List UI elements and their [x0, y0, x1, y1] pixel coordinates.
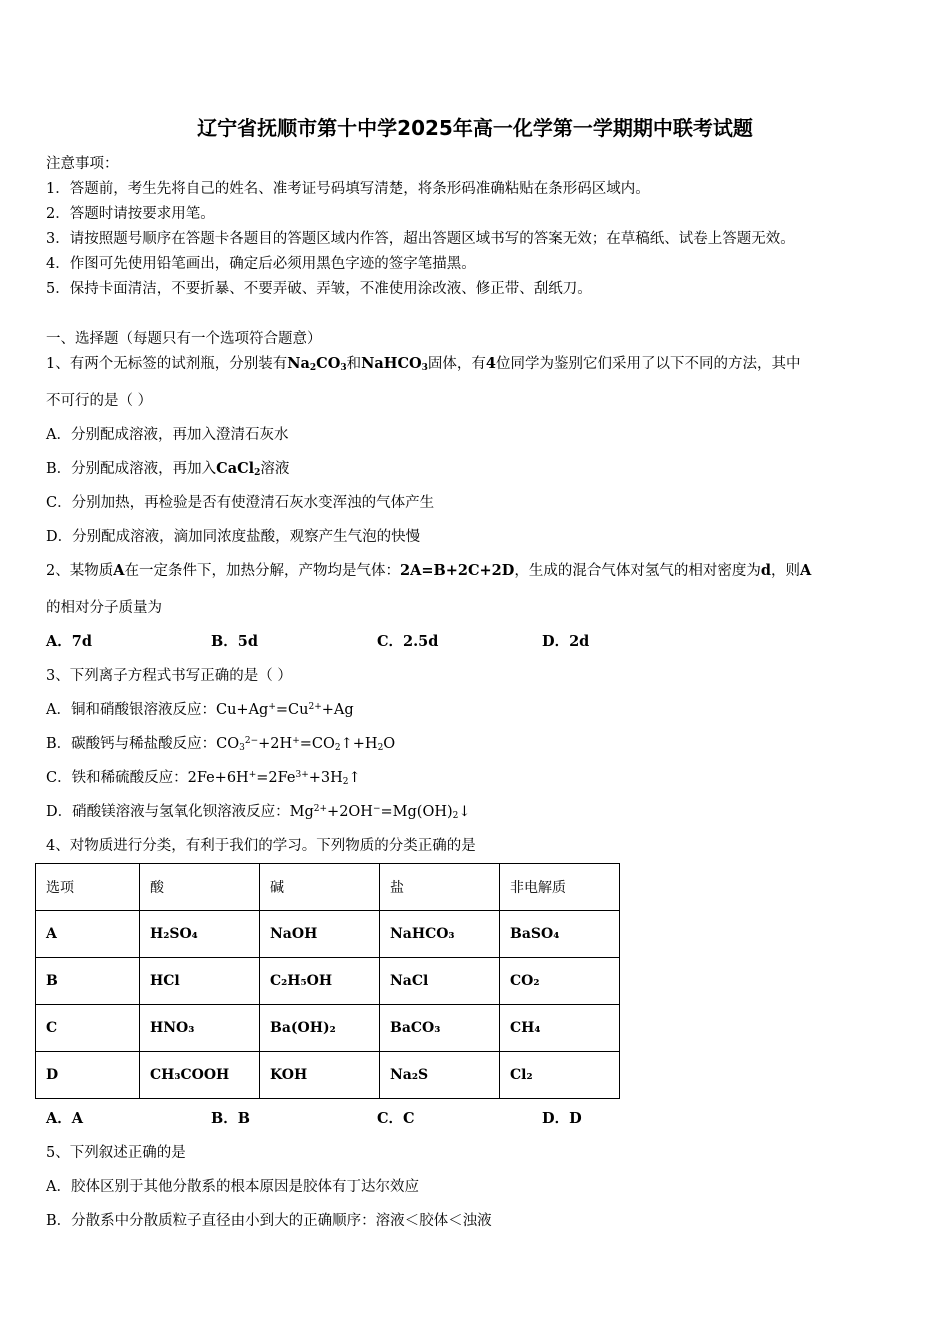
table-header-cell: 选项	[36, 864, 140, 911]
table-cell: C	[36, 1005, 140, 1052]
table-cell: BaCO₃	[380, 1005, 500, 1052]
table-cell: H₂SO₄	[140, 911, 260, 958]
question-2-stem: 2、某物质A在一定条件下，加热分解，产物均是气体：2A=B+2C+2D，生成的混合气体对氢气的相对密度为d，则A	[46, 562, 812, 579]
question-1-stem: 1、有两个无标签的试剂瓶，分别装有$Na_2CO_3$和NaHCO$_3$固体，有4位同学为鉴别它们采用了以下不同的方法，其中	[46, 355, 801, 373]
table-cell: A	[36, 911, 140, 958]
q1-option-a: A．分别配成溶液，再加入澄清石灰水	[46, 427, 289, 443]
table-cell: KOH	[260, 1052, 380, 1099]
table-cell: D	[36, 1052, 140, 1099]
q1-option-c: C．分别加热，再检验是否有使澄清石灰水变浑浊的气体产生	[46, 495, 435, 511]
table-header-cell: 非电解质	[500, 864, 620, 911]
q5-option-b: B．分散系中分散质粒子直径由小到大的正确顺序：溶液＜胶体＜浊液	[46, 1213, 492, 1229]
q2-option-b: B．5d	[211, 633, 258, 650]
table-header-cell: 酸	[140, 864, 260, 911]
q3-option-a: A．铜和硝酸银溶液反应：$Cu+Ag^+=Cu^{2+}+Ag$	[46, 702, 354, 718]
table-cell: B	[36, 958, 140, 1005]
question-3-stem: 3、下列离子方程式书写正确的是（ ）	[46, 668, 292, 684]
table-cell: CO₂	[500, 958, 620, 1005]
notice-heading: 注意事项：	[46, 156, 119, 172]
table-row	[36, 1005, 620, 1052]
table-cell: NaCl	[380, 958, 500, 1005]
table-cell: CH₃COOH	[140, 1052, 260, 1099]
table-cell: Cl₂	[500, 1052, 620, 1099]
section-heading: 一、选择题（每题只有一个选项符合题意）	[46, 331, 322, 347]
q5-option-a: A．胶体区别于其他分散系的根本原因是胶体有丁达尔效应	[46, 1179, 419, 1195]
table-cell: Na₂S	[380, 1052, 500, 1099]
classification-table	[35, 863, 620, 1099]
table-cell: CH₄	[500, 1005, 620, 1052]
q3-option-d: D．硝酸镁溶液与氢氧化钡溶液反应：$Mg^{2+}+2OH^-=Mg(OH)_2↓$	[46, 804, 471, 821]
table-cell: HNO₃	[140, 1005, 260, 1052]
question-4-stem: 4、对物质进行分类，有利于我们的学习。下列物质的分类正确的是	[46, 838, 476, 854]
table-header-cell: 碱	[260, 864, 380, 911]
q4-option-c: C．C	[377, 1110, 415, 1127]
notice-item: 4．作图可先使用铅笔画出，确定后必须用黑色字迹的签字笔描黑。	[46, 256, 476, 272]
q2-option-d: D．2d	[542, 633, 590, 650]
q3-option-b: B．碳酸钙与稀盐酸反应：$CO_3^{2-}+2H^+=CO_2↑+H_2O$	[46, 736, 396, 753]
table-header-row	[36, 864, 620, 911]
notice-item: 1．答题前，考生先将自己的姓名、准考证号码填写清楚，将条形码准确粘贴在条形码区域内。	[46, 181, 650, 197]
notice-item: 2．答题时请按要求用笔。	[46, 206, 215, 222]
table-row	[36, 1052, 620, 1099]
table-cell: NaOH	[260, 911, 380, 958]
q4-option-b: B．B	[211, 1110, 251, 1127]
question-5-stem: 5、下列叙述正确的是	[46, 1145, 186, 1161]
table-row	[36, 958, 620, 1005]
question-1-stem-cont: 不可行的是（ ）	[46, 393, 153, 409]
q2-option-a: A．7d	[46, 633, 92, 650]
notice-item: 3．请按照题号顺序在答题卡各题目的答题区域内作答，超出答题区域书写的答案无效；在草稿纸、试卷上答题无效。	[46, 231, 795, 247]
table-cell: BaSO₄	[500, 911, 620, 958]
notice-item: 5．保持卡面清洁，不要折暴、不要弄破、弄皱，不准使用涂改液、修正带、刮纸刀。	[46, 281, 592, 297]
table-cell: C₂H₅OH	[260, 958, 380, 1005]
table-cell: Ba(OH)₂	[260, 1005, 380, 1052]
q4-option-d: D．D	[542, 1110, 582, 1127]
q1-option-d: D．分别配成溶液，滴加同浓度盐酸，观察产生气泡的快慢	[46, 529, 421, 545]
table-header-cell: 盐	[380, 864, 500, 911]
page-title: 辽宁省抚顺市第十中学2025年高一化学第一学期期中联考试题	[197, 116, 753, 140]
q2-option-c: C．2.5d	[377, 633, 439, 650]
table-row	[36, 911, 620, 958]
q4-option-a: A．A	[46, 1110, 84, 1127]
q3-option-c: C．铁和稀硫酸反应：$2Fe+6H^+=2Fe^{3+}+3H_2↑$	[46, 770, 361, 787]
q1-option-b: B．分别配成溶液，再加入CaCl$_2$溶液	[46, 460, 290, 478]
table-cell: NaHCO₃	[380, 911, 500, 958]
table-cell: HCl	[140, 958, 260, 1005]
question-2-stem-cont: 的相对分子质量为	[46, 600, 162, 616]
